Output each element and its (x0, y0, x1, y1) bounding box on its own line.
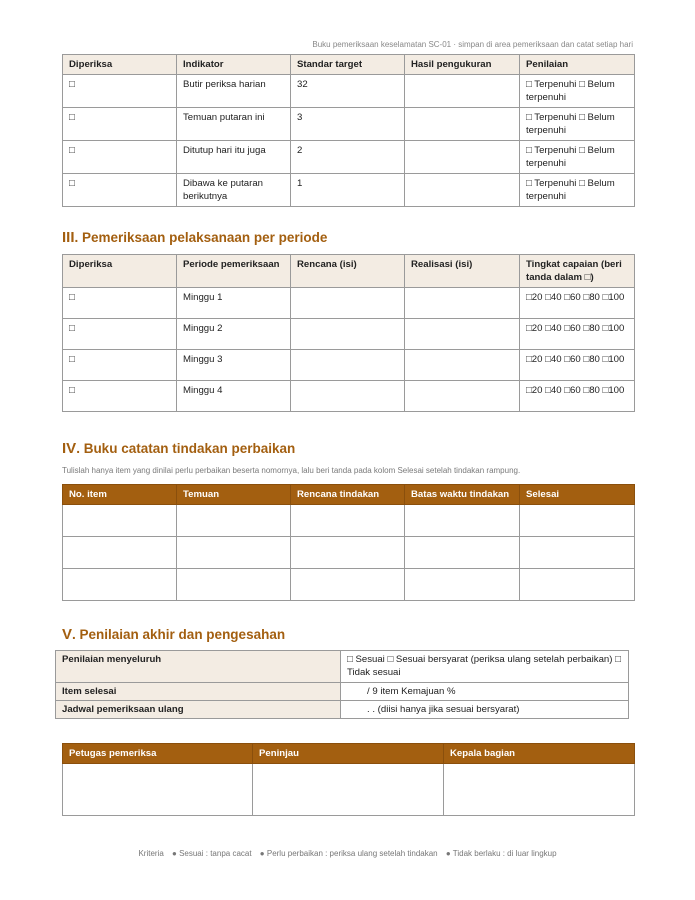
assessment-cell[interactable]: □ Terpenuhi □ Belum terpenuhi (520, 75, 635, 108)
check-cell[interactable]: □ (63, 141, 177, 174)
section-5-title (62, 626, 285, 643)
section-4-note: Tulislah hanya item yang dinilai perlu perbaikan beserta nomornya, lalu beri tanda pada kolom Selesai setelah tindakan rampung. (62, 466, 521, 475)
entry-cell[interactable] (63, 505, 177, 537)
entry-cell[interactable] (177, 537, 291, 569)
target-cell: 3 (291, 108, 405, 141)
table-row (63, 288, 635, 319)
signature-box-head[interactable] (444, 764, 635, 816)
achievement-cell[interactable]: □20 □40 □60 □80 □100 (520, 288, 635, 319)
entry-cell[interactable] (177, 569, 291, 601)
footer-criteria-na: ● Tidak berlaku : di luar lingkup (445, 849, 557, 858)
header-penilaian: Penilaian (520, 55, 635, 75)
header-temuan: Temuan (177, 485, 291, 505)
section-4-text: . Buku catatan tindakan perbaikan (76, 441, 296, 456)
header-hasil-pengukuran: Hasil pengukuran (405, 55, 520, 75)
header-tingkat-capaian: Tingkat capaian (beri tanda dalam □) (520, 255, 635, 288)
header-diperiksa: Diperiksa (63, 255, 177, 288)
actual-cell[interactable] (405, 288, 520, 319)
entry-cell[interactable] (520, 505, 635, 537)
entry-cell[interactable] (520, 537, 635, 569)
table-row (56, 651, 629, 683)
header-indikator: Indikator (177, 55, 291, 75)
assessment-cell[interactable]: □ Terpenuhi □ Belum terpenuhi (520, 108, 635, 141)
check-cell[interactable]: □ (63, 75, 177, 108)
entry-cell[interactable] (520, 569, 635, 601)
header-no-item: No. item (63, 485, 177, 505)
check-cell[interactable]: □ (63, 108, 177, 141)
items-completed-label: Item selesai (56, 683, 341, 701)
indicator-cell: Dibawa ke putaran berikutnya (177, 174, 291, 207)
final-assessment-table (55, 650, 629, 719)
header-petugas-pemeriksa: Petugas pemeriksa (63, 744, 253, 764)
entry-cell[interactable] (63, 537, 177, 569)
plan-cell[interactable] (291, 319, 405, 350)
reinspection-schedule-value[interactable]: . . (diisi hanya jika sesuai bersyarat) (341, 701, 629, 719)
target-cell: 32 (291, 75, 405, 108)
section-3-title (62, 229, 327, 246)
section-3-number: III (62, 229, 75, 246)
table-row (63, 350, 635, 381)
table-row (63, 174, 635, 207)
indicator-cell: Ditutup hari itu juga (177, 141, 291, 174)
header-periode: Periode pemeriksaan (177, 255, 291, 288)
section-5-number: V (62, 626, 73, 643)
actual-cell[interactable] (405, 350, 520, 381)
section-5-text: . Penilaian akhir dan pengesahan (72, 627, 286, 642)
reinspection-schedule-label: Jadwal pemeriksaan ulang (56, 701, 341, 719)
assessment-cell[interactable]: □ Terpenuhi □ Belum terpenuhi (520, 174, 635, 207)
table-row (63, 569, 635, 601)
header-diperiksa: Diperiksa (63, 55, 177, 75)
table-row (63, 75, 635, 108)
footer-criteria-ok: ● Sesuai : tanpa cacat (172, 849, 252, 858)
actual-cell[interactable] (405, 381, 520, 412)
period-table (62, 254, 635, 412)
table-row (63, 141, 635, 174)
check-cell[interactable]: □ (63, 174, 177, 207)
table-row (56, 683, 629, 701)
section-4-title (62, 440, 295, 457)
plan-cell[interactable] (291, 350, 405, 381)
header-batas-waktu: Batas waktu tindakan (405, 485, 520, 505)
indicator-cell: Butir periksa harian (177, 75, 291, 108)
entry-cell[interactable] (291, 505, 405, 537)
header-peninjau: Peninjau (253, 744, 444, 764)
plan-cell[interactable] (291, 288, 405, 319)
table-row (63, 381, 635, 412)
entry-cell[interactable] (177, 505, 291, 537)
measurement-cell[interactable] (405, 108, 520, 141)
period-cell: Minggu 1 (177, 288, 291, 319)
check-cell[interactable]: □ (63, 288, 177, 319)
table-row (63, 108, 635, 141)
period-cell: Minggu 2 (177, 319, 291, 350)
items-completed-value[interactable]: / 9 item Kemajuan % (341, 683, 629, 701)
indicator-cell: Temuan putaran ini (177, 108, 291, 141)
achievement-cell[interactable]: □20 □40 □60 □80 □100 (520, 350, 635, 381)
entry-cell[interactable] (405, 537, 520, 569)
entry-cell[interactable] (405, 569, 520, 601)
measurement-cell[interactable] (405, 141, 520, 174)
measurement-cell[interactable] (405, 174, 520, 207)
signature-box-inspector[interactable] (63, 764, 253, 816)
entry-cell[interactable] (291, 569, 405, 601)
target-cell: 2 (291, 141, 405, 174)
corrective-action-table (62, 484, 635, 601)
measurement-cell[interactable] (405, 75, 520, 108)
signature-table (62, 743, 635, 816)
footer-criteria-fix: ● Perlu perbaikan : periksa ulang setelah tindakan (259, 849, 438, 858)
table-row (63, 319, 635, 350)
table-row (63, 537, 635, 569)
actual-cell[interactable] (405, 319, 520, 350)
assessment-cell[interactable]: □ Terpenuhi □ Belum terpenuhi (520, 141, 635, 174)
plan-cell[interactable] (291, 381, 405, 412)
criteria-footer (0, 849, 695, 858)
achievement-cell[interactable]: □20 □40 □60 □80 □100 (520, 319, 635, 350)
header-realisasi: Realisasi (isi) (405, 255, 520, 288)
header-standar-target: Standar target (291, 55, 405, 75)
indicator-table (62, 54, 635, 207)
header-kepala-bagian: Kepala bagian (444, 744, 635, 764)
header-selesai: Selesai (520, 485, 635, 505)
header-rencana: Rencana (isi) (291, 255, 405, 288)
target-cell: 1 (291, 174, 405, 207)
check-cell[interactable]: □ (63, 319, 177, 350)
achievement-cell[interactable]: □20 □40 □60 □80 □100 (520, 381, 635, 412)
period-cell: Minggu 4 (177, 381, 291, 412)
header-note: Buku pemeriksaan keselamatan SC-01 · simpan di area pemeriksaan dan catat setiap hari (312, 40, 633, 49)
footer-criteria-label: Kriteria (138, 849, 164, 858)
entry-cell[interactable] (291, 537, 405, 569)
period-cell: Minggu 3 (177, 350, 291, 381)
overall-assessment-label: Penilaian menyeluruh (56, 651, 341, 683)
entry-cell[interactable] (63, 569, 177, 601)
signature-row (63, 764, 635, 816)
header-rencana-tindakan: Rencana tindakan (291, 485, 405, 505)
check-cell[interactable]: □ (63, 350, 177, 381)
table-row (56, 701, 629, 719)
check-cell[interactable]: □ (63, 381, 177, 412)
signature-box-reviewer[interactable] (253, 764, 444, 816)
section-4-number: IV (62, 440, 77, 457)
table-row (63, 505, 635, 537)
entry-cell[interactable] (405, 505, 520, 537)
overall-assessment-options[interactable]: □ Sesuai □ Sesuai bersyarat (periksa ulang setelah perbaikan) □ Tidak sesuai (341, 651, 629, 683)
section-3-text: . Pemeriksaan pelaksanaan per periode (74, 230, 328, 245)
